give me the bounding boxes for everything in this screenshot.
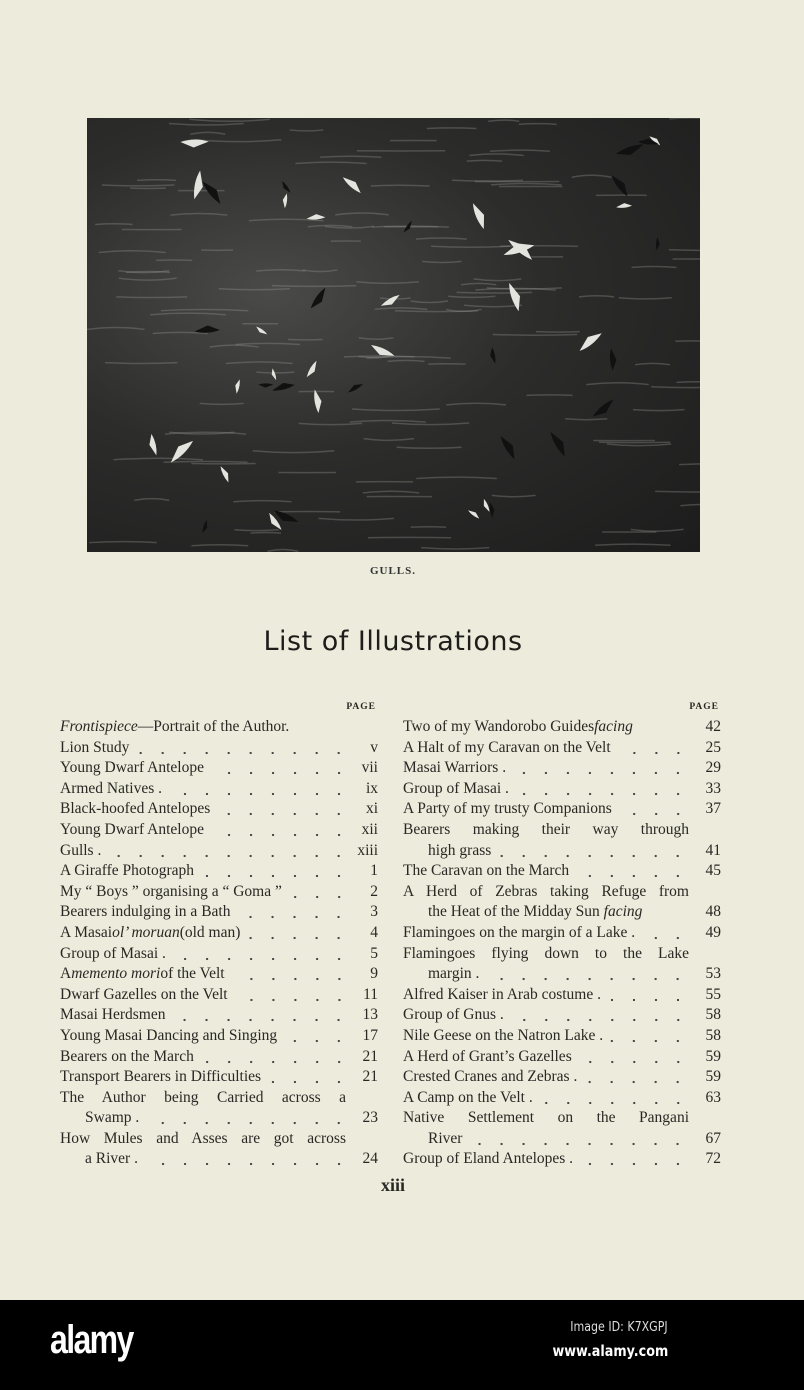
gull-mark (616, 203, 632, 209)
gull-mark (380, 294, 402, 308)
entry-title-text: Masai Warriors . (403, 759, 507, 777)
illustrations-list-right (403, 697, 721, 1170)
entry-continuation-text: the Heat of the Midday Sun (428, 903, 600, 921)
list-entry (60, 1005, 378, 1026)
entry-page-number: 25 (705, 738, 721, 756)
gull-mark (271, 368, 276, 380)
dot-leader (485, 964, 689, 985)
list-entry-continuation (60, 1108, 378, 1129)
dot-leader (210, 820, 350, 841)
entry-page-number: ix (365, 779, 378, 797)
entry-title-text: Bearers making their way through (403, 820, 689, 838)
entry-page-number: xiii (357, 841, 378, 859)
gull-mark (590, 399, 617, 419)
entry-title-text: A Herd of Zebras taking Refuge from (403, 882, 689, 900)
list-entry (60, 1026, 378, 1047)
dot-leader (145, 1108, 350, 1129)
gull-mark (509, 281, 523, 312)
gull-mark (502, 241, 535, 255)
entry-page-number: 1 (370, 862, 378, 880)
dot-leader (618, 799, 689, 820)
entry-title-text: How Mules and Asses are got across (60, 1129, 346, 1147)
entry-page-number: 24 (362, 1150, 378, 1168)
list-entry (60, 964, 378, 985)
illustrations-list-left (60, 697, 378, 1170)
list-entry (60, 944, 378, 965)
entry-page-number: 42 (705, 718, 721, 735)
dot-leader (135, 738, 350, 759)
entry-title-text: ol’ moruan (112, 923, 180, 941)
gull-mark (346, 382, 364, 393)
dot-leader (641, 923, 689, 944)
gull-mark (180, 137, 209, 150)
list-entry (60, 820, 378, 841)
dot-leader (617, 738, 689, 759)
entry-page-number: 58 (705, 1026, 721, 1044)
dot-leader (144, 1149, 350, 1170)
entry-title-text: My “ Boys ” organising a “ Goma ” (60, 882, 282, 900)
list-entry (60, 882, 378, 903)
entry-title-text: Transport Bearers in Difficulties (60, 1068, 262, 1086)
gull-mark (576, 330, 605, 351)
list-entry (403, 1026, 721, 1047)
gull-mark (615, 144, 645, 157)
list-entry-continuation (403, 964, 721, 985)
gull-mark (489, 502, 494, 518)
gull-mark (272, 382, 295, 391)
dot-leader (289, 717, 356, 738)
entry-title-text: Bearers on the March (60, 1047, 194, 1065)
gull-mark (280, 180, 290, 195)
entry-page-number: 11 (363, 985, 378, 1003)
entry-title-text: —Portrait of the Author. (137, 718, 290, 735)
entry-title-text: Two of my Wandorobo Guides (403, 718, 595, 735)
list-entry (60, 738, 378, 759)
list-entry (403, 1047, 721, 1068)
list-entry (60, 985, 378, 1006)
gull-mark (490, 347, 496, 364)
list-entry (403, 882, 721, 903)
entry-page-number: 9 (370, 965, 378, 983)
dot-leader (515, 779, 689, 800)
entry-title-text: Nile Geese on the Natron Lake . (403, 1026, 604, 1044)
entry-title-text: of the Velt (160, 965, 225, 983)
gull-mark (149, 434, 157, 456)
dot-leader (609, 1026, 689, 1047)
gull-mark (654, 237, 661, 251)
gull-mark (500, 433, 517, 461)
page-title: List of Illustrations (263, 626, 523, 657)
entry-page-number: 29 (705, 759, 721, 777)
gull-mark (482, 498, 490, 513)
list-entry-continuation (60, 1149, 378, 1170)
list-entry-continuation (403, 902, 721, 923)
entry-page-number: 53 (705, 965, 721, 983)
dot-leader (216, 799, 350, 820)
gulls-photograph (87, 118, 700, 552)
list-entry (403, 1088, 721, 1109)
entry-page-number: vii (361, 759, 378, 777)
dot-leader (539, 1088, 689, 1109)
entry-title-text: A Party of my trusty Companions (403, 800, 612, 818)
entry-page-number: 49 (705, 923, 721, 941)
gull-mark (609, 348, 618, 371)
gull-mark (281, 193, 290, 209)
dot-leader (579, 1149, 689, 1170)
gull-mark (472, 201, 487, 230)
dot-leader (642, 902, 695, 923)
dot-leader (468, 1129, 689, 1150)
entry-title-text: The Caravan on the March (403, 862, 570, 880)
dot-leader (510, 1005, 689, 1026)
list-entry (403, 820, 721, 841)
gull-mark (314, 389, 322, 413)
list-entry-continuation (403, 841, 721, 862)
list-entry (60, 799, 378, 820)
entry-page-number: 59 (705, 1068, 721, 1086)
dot-leader (172, 944, 350, 965)
entry-page-number: 2 (370, 882, 378, 900)
entry-title-text: Young Dwarf Antelope (60, 759, 204, 777)
entry-continuation-text: River (428, 1129, 463, 1147)
dot-leader (236, 902, 350, 923)
gull-mark (200, 520, 210, 534)
dot-leader (171, 1005, 350, 1026)
dot-leader (231, 964, 350, 985)
entry-page-number: 5 (370, 944, 378, 962)
list-entry (60, 861, 378, 882)
entry-title-text: A Halt of my Caravan on the Velt (403, 738, 611, 756)
entry-page-number: 55 (705, 985, 721, 1003)
entry-page-number: 3 (370, 903, 378, 921)
list-entry (60, 779, 378, 800)
gull-mark (202, 177, 224, 206)
entry-title-text: A Camp on the Velt . (403, 1088, 533, 1106)
entry-title-text: The Author being Carried across a (60, 1088, 346, 1106)
entry-title-text: Flamingoes on the margin of a Lake . (403, 923, 636, 941)
alamy-logo: alamy (50, 1318, 133, 1362)
list-entry (60, 902, 378, 923)
entry-title-text: Lion Study (60, 738, 130, 756)
gulls-over-water-image (87, 118, 700, 552)
list-entry (60, 841, 378, 862)
entry-title-text: A (60, 965, 72, 983)
list-entry (403, 985, 721, 1006)
dot-leader (200, 861, 350, 882)
dot-leader (234, 985, 350, 1006)
entry-page-number: xi (365, 800, 378, 818)
entry-title-text: Young Masai Dancing and Singing (60, 1026, 278, 1044)
list-entry (403, 1108, 721, 1129)
entry-page-number: 67 (705, 1129, 721, 1147)
entry-title-text: Flamingoes flying down to the Lake (403, 944, 689, 962)
page-number: xiii (380, 1175, 405, 1195)
entry-title-text: Group of Masai . (403, 779, 509, 797)
entry-facing-text: facing (603, 903, 643, 921)
page-column-header: PAGE (689, 702, 719, 712)
dot-leader (607, 985, 689, 1006)
image-id: Image ID: K7XGPJ (570, 1320, 668, 1335)
list-entry (60, 1047, 378, 1068)
entry-title-text: (old man) (179, 923, 241, 941)
gull-mark (258, 382, 273, 389)
page-column-header: PAGE (346, 702, 376, 712)
entry-title-text: Group of Masai . (60, 944, 166, 962)
dot-leader (633, 717, 695, 738)
gull-mark (307, 287, 330, 310)
entry-continuation-text: margin . (428, 965, 480, 983)
entry-page-number: xii (361, 820, 378, 838)
entry-page-number: v (370, 738, 378, 756)
list-entry (60, 1129, 378, 1150)
list-entry (60, 1088, 378, 1109)
gull-mark (369, 341, 395, 362)
watermark-band (0, 1300, 804, 1390)
dot-leader (288, 882, 350, 903)
entry-page-number: 45 (705, 862, 721, 880)
entry-title-text: Young Dwarf Antelope (60, 820, 204, 838)
dot-leader (497, 841, 689, 862)
list-entry (60, 758, 378, 779)
entry-page-number: 72 (705, 1150, 721, 1168)
entry-page-number (356, 717, 378, 738)
list-entry (403, 738, 721, 759)
dot-leader (107, 841, 350, 862)
entry-title-text: Frontispiece (60, 718, 138, 735)
dot-leader (267, 1067, 350, 1088)
entry-title-text: Armed Natives . (60, 779, 163, 797)
gull-mark (342, 173, 363, 196)
entry-page-number: 21 (362, 1068, 378, 1086)
entry-title-text: A Giraffe Photograph (60, 862, 195, 880)
dot-leader (246, 923, 350, 944)
entry-title-text: Bearers indulging in a Bath (60, 903, 231, 921)
entry-title-text: Group of Gnus . (403, 1006, 504, 1024)
dot-leader (168, 779, 350, 800)
entry-page-number: 37 (705, 800, 721, 818)
photo-caption: GULLS. (369, 565, 417, 577)
entry-title-text: Dwarf Gazelles on the Velt (60, 985, 228, 1003)
list-entry (60, 717, 378, 738)
entry-title-text: Group of Eland Antelopes . (403, 1150, 574, 1168)
entry-title-text: A Herd of Grant’s Gazelles (403, 1047, 572, 1065)
list-entry (403, 799, 721, 820)
entry-page-number: 59 (705, 1047, 721, 1065)
gull-mark (233, 379, 243, 394)
entry-title-text: Gulls . (60, 841, 102, 859)
entry-page-number: 58 (705, 1006, 721, 1024)
list-entry (403, 1149, 721, 1170)
list-entry (403, 758, 721, 779)
entry-title-text: facing (594, 718, 633, 735)
list-entry (403, 717, 721, 738)
dot-leader (583, 1067, 689, 1088)
entry-continuation-text: a River . (85, 1150, 138, 1168)
entry-continuation-text: Swamp . (85, 1109, 140, 1127)
entry-page-number: 23 (362, 1109, 378, 1127)
dot-leader (283, 1026, 350, 1047)
entry-title-text: Masai Herdsmen (60, 1006, 166, 1024)
entry-title-text: Native Settlement on the Pangani (403, 1109, 689, 1127)
entry-title-text: Alfred Kaiser in Arab costume . (403, 985, 601, 1003)
list-entry-continuation (403, 1129, 721, 1150)
dot-leader (512, 758, 689, 779)
dot-leader (200, 1047, 350, 1068)
list-entry (403, 944, 721, 965)
entry-page-number: 4 (370, 923, 378, 941)
entry-title-text: memento mori (71, 965, 161, 983)
entry-title-text: Crested Cranes and Zebras . (403, 1068, 578, 1086)
entry-page-number: 17 (362, 1026, 378, 1044)
entry-page-number: 48 (705, 903, 721, 921)
entry-page-number: 63 (705, 1088, 721, 1106)
list-entry (60, 923, 378, 944)
dot-leader (575, 861, 689, 882)
gull-mark (220, 465, 230, 484)
entry-title-text: A Masai (60, 923, 113, 941)
list-entry (403, 779, 721, 800)
list-entry (403, 1067, 721, 1088)
entry-page-number: 41 (705, 841, 721, 859)
dot-leader (210, 758, 350, 779)
dot-leader (578, 1047, 689, 1068)
gull-mark (304, 360, 321, 378)
entry-page-number: 21 (362, 1047, 378, 1065)
gull-mark (468, 507, 481, 520)
entry-continuation-text: high grass (428, 841, 492, 859)
list-entry (403, 1005, 721, 1026)
site-url: www.alamy.com (552, 1342, 668, 1360)
gull-mark (550, 429, 568, 458)
entry-page-number: 13 (362, 1006, 378, 1024)
entry-title-text: Black-hoofed Antelopes (60, 800, 211, 818)
list-entry (403, 923, 721, 944)
entry-page-number: 33 (705, 779, 721, 797)
list-entry (60, 1067, 378, 1088)
gull-mark (255, 325, 267, 337)
list-entry (403, 861, 721, 882)
